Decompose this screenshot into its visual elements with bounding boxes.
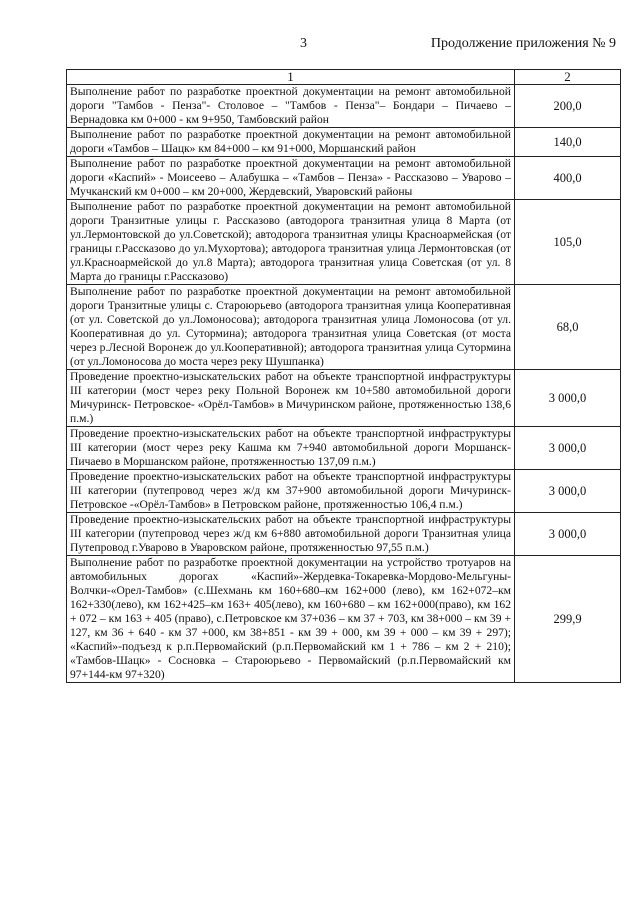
table-header-row <box>67 70 621 85</box>
table-row <box>67 427 621 470</box>
row-value: 400,0 <box>515 157 621 200</box>
appendix-label: Продолжение приложения № 9 <box>430 36 616 51</box>
row-description: Проведение проектно-изыскательских работ на объекте транспортной инфраструктуры III категории (мост через реку Кашма км 7+940 автомобильной дороги Моршанск-Пичаево в Моршанском районе, протяженностью 137,09 п.м.) <box>67 427 515 470</box>
page-number: 3 <box>300 36 307 51</box>
table-row <box>67 556 621 683</box>
row-description: Выполнение работ по разработке проектной документации на устройство тротуаров на автомобильных дорогах «Каспий»-Жердевка-Токаревка-Мордово-Мельгуны-Волчки-«Орел-Тамбов» (с.Шехмань км 160+680–км 162+000 (лево), км 162+072–км 162+330(лево), км 162+425–км 163+ 405(лево), км 160+680 – км 162+000(право), км 162 + 072 – км 163 + 405 (право), с.Петровское км 37+036 – км 37 + 703, км 38+000 – км 39 + 127, км 36 + 640 - км 37 +000, км 38+851 - км 39 + 000, км 39 + 000 – км 39 + 297); «Каспий»-подъезд к р.п.Первомайский (р.п.Первомайский км 1 + 786 – км 2 + 210); «Тамбов-Шацк» - Сосновка – Староюрьево - Первомайский (р.п.Первомайский км 97+144-км 97+320) <box>67 556 515 683</box>
row-description: Проведение проектно-изыскательских работ на объекте транспортной инфраструктуры III категории (мост через реку Польной Воронеж км 10+580 автомобильной дороги Мичуринск- Петровское- «Орёл-Тамбов» в Мичуринском районе, протяженностью 138,6 п.м.) <box>67 370 515 427</box>
table-row <box>67 128 621 157</box>
table-row <box>67 157 621 200</box>
row-description: Выполнение работ по разработке проектной документации на ремонт автомобильной дороги «Каспий» - Моисеево – Алабушка – «Тамбов – Пенза» - Рассказово – Уварово – Мучканский км 0+000 – км 20+000, Жердевский, Уваровский районы <box>67 157 515 200</box>
row-description: Выполнение работ по разработке проектной документации на ремонт автомобильной дороги Транзитные улицы г. Рассказово (автодорога транзитная улица 8 Марта (от ул.Лермонтовской до ул.Советской); автодорога транзитная улицы Красноармейская (от границы г.Рассказово до ул.Мухортова); автодорога транзитная улица Лермонтовская (от ул.Красноармейской до ул.8 Марта); автодорога транзитная улица Советская (от ул. 8 Марта до границы г.Рассказово) <box>67 200 515 285</box>
row-value: 3 000,0 <box>515 513 621 556</box>
column-header-1: 1 <box>67 70 515 85</box>
table-row <box>67 285 621 370</box>
row-value: 3 000,0 <box>515 370 621 427</box>
row-value: 105,0 <box>515 200 621 285</box>
row-description: Проведение проектно-изыскательских работ на объекте транспортной инфраструктуры III категории (путепровод через ж/д км 37+900 автомобильной дороги Мичуринск- Петровское -«Орёл-Тамбов» в Петровском районе, протяженностью 106,4 п.м.) <box>67 470 515 513</box>
row-description: Выполнение работ по разработке проектной документации на ремонт автомобильной дороги "Тамбов - Пенза"- Столовое – "Тамбов - Пенза"– Бондари – Пичаево – Вернадовка км 0+000 - км 9+950, Тамбовский район <box>67 85 515 128</box>
row-description: Выполнение работ по разработке проектной документации на ремонт автомобильной дороги Транзитные улицы с. Староюрьево (автодорога транзитная улица Кооперативная (от ул. Советской до ул.Ломоносова); автодорога транзитная улица Ломоносова (от ул. Кооперативная до ул. Сутормина); автодорога транзитная улица Советская (от моста через р.Лесной Воронеж до ул.Кооперативной); автодорога транзитная улица Сутормина (от ул.Ломоносова до моста через реку Шушпанка) <box>67 285 515 370</box>
row-description: Проведение проектно-изыскательских работ на объекте транспортной инфраструктуры III категории (путепровод через ж/д км 6+880 автомобильной дороги Транзитная улица Путепровод г.Уварово в Уваровском районе, протяженностью 97,55 п.м.) <box>67 513 515 556</box>
table-row <box>67 85 621 128</box>
row-value: 140,0 <box>515 128 621 157</box>
table-row <box>67 470 621 513</box>
row-value: 68,0 <box>515 285 621 370</box>
column-header-2: 2 <box>515 70 621 85</box>
budget-table <box>66 69 621 683</box>
table-row <box>67 513 621 556</box>
table-row <box>67 200 621 285</box>
table-row <box>67 370 621 427</box>
row-value: 3 000,0 <box>515 427 621 470</box>
row-description: Выполнение работ по разработке проектной документации на ремонт автомобильной дороги «Тамбов – Шацк» км 84+000 – км 91+000, Моршанский район <box>67 128 515 157</box>
row-value: 3 000,0 <box>515 470 621 513</box>
row-value: 200,0 <box>515 85 621 128</box>
row-value: 299,9 <box>515 556 621 683</box>
